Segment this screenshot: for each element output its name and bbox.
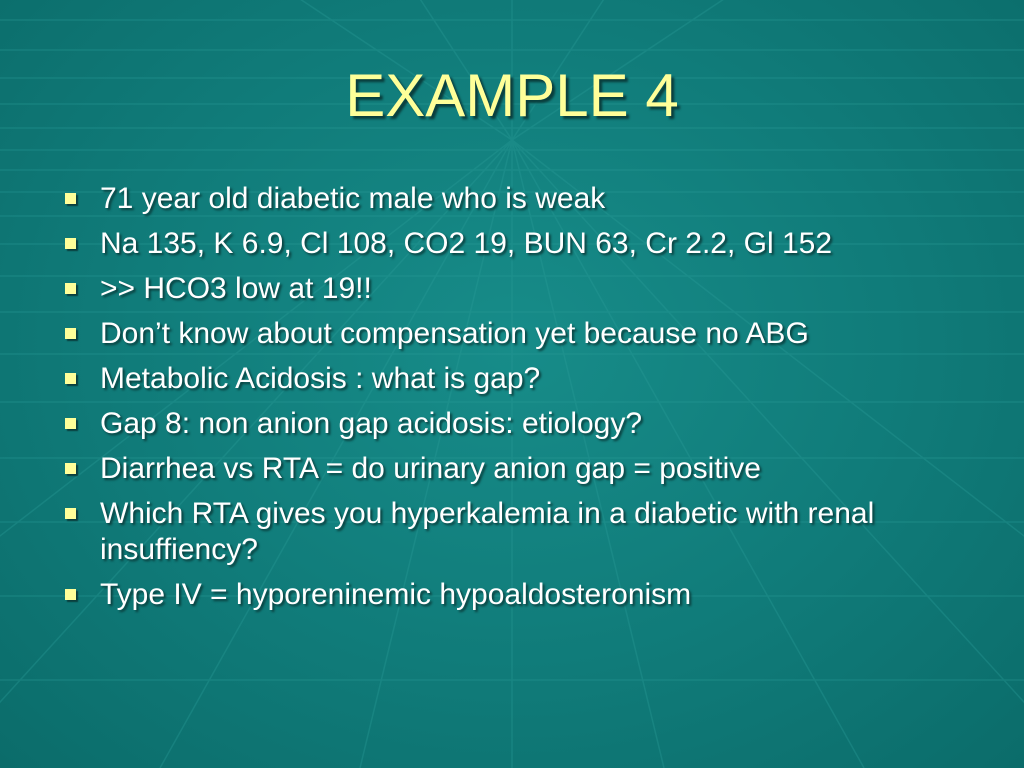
list-item <box>62 451 962 487</box>
list-item <box>62 406 962 442</box>
list-item <box>62 226 962 262</box>
square-bullet-icon <box>65 373 76 384</box>
list-item <box>62 361 962 397</box>
bullet-text: 71 year old diabetic male who is weak <box>100 182 606 215</box>
square-bullet-icon <box>65 238 76 249</box>
bullet-text: Which RTA gives you hyperkalemia in a diabetic with renal insuffiency? <box>100 497 875 566</box>
square-bullet-icon <box>65 283 76 294</box>
bullet-text: Metabolic Acidosis : what is gap? <box>100 362 541 395</box>
bullet-text: Gap 8: non anion gap acidosis: etiology? <box>100 407 643 440</box>
square-bullet-icon <box>65 328 76 339</box>
bullet-text: Don’t know about compensation yet because no ABG <box>100 317 809 350</box>
bullet-text: Na 135, K 6.9, Cl 108, CO2 19, BUN 63, Cr 2.2, Gl 152 <box>100 227 833 260</box>
list-item <box>62 496 962 568</box>
square-bullet-icon <box>65 418 76 429</box>
square-bullet-icon <box>65 508 76 519</box>
bullet-text: Type IV = hyporeninemic hypoaldosteronism <box>100 578 692 611</box>
bullet-text: Diarrhea vs RTA = do urinary anion gap = positive <box>100 452 761 485</box>
bullet-list <box>62 181 962 622</box>
list-item <box>62 181 962 217</box>
slide-title: EXAMPLE 4 <box>345 62 679 129</box>
list-item <box>62 316 962 352</box>
square-bullet-icon <box>65 589 76 600</box>
square-bullet-icon <box>65 193 76 204</box>
square-bullet-icon <box>65 463 76 474</box>
list-item <box>62 577 962 613</box>
list-item <box>62 271 962 307</box>
bullet-text: >> HCO3 low at 19!! <box>100 272 372 305</box>
